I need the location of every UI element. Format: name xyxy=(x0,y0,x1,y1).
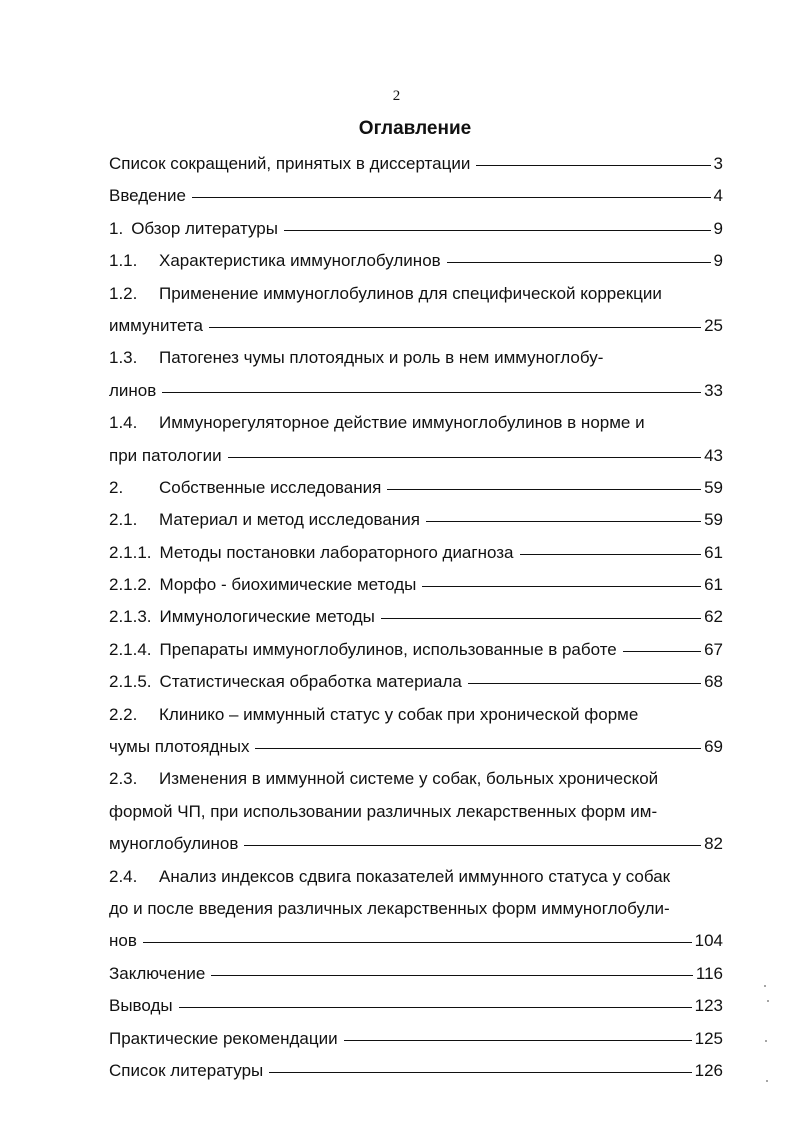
leader-line xyxy=(447,262,711,263)
toc-entry-page: 43 xyxy=(704,445,723,465)
toc-entry[interactable] xyxy=(109,601,723,633)
toc-entry-text: Методы постановки лабораторного диагноза xyxy=(159,542,514,562)
leader-line xyxy=(623,651,701,652)
toc-entry-page: 104 xyxy=(694,931,723,951)
toc-entry[interactable] xyxy=(109,634,723,666)
toc-entry[interactable] xyxy=(109,763,723,795)
toc-entry-continuation[interactable] xyxy=(109,440,723,472)
toc-entry-page: 126 xyxy=(694,1060,723,1080)
toc-entry-continuation[interactable] xyxy=(109,375,723,407)
toc-entry[interactable] xyxy=(109,861,723,893)
toc-entry[interactable] xyxy=(109,342,723,374)
toc-entry-page: 125 xyxy=(694,1028,723,1048)
leader-line xyxy=(284,230,711,231)
toc-entry-number: 2.4. xyxy=(109,866,138,886)
toc-entry-number: 2.2. xyxy=(109,704,138,724)
toc-entry-text: Морфо - биохимические методы xyxy=(159,575,417,595)
leader-line xyxy=(344,1040,692,1041)
toc-entry-page: 33 xyxy=(704,380,723,400)
toc-entry-text: Анализ индексов сдвига показателей иммунного статуса у собак xyxy=(159,866,671,886)
toc-entry-number: 2.1.5. xyxy=(109,672,152,692)
toc-entry-page: 59 xyxy=(704,477,723,497)
leader-line xyxy=(179,1007,692,1008)
page-number: 2 xyxy=(392,88,401,104)
leader-line xyxy=(244,845,701,846)
toc-entry-text: Практические рекомендации xyxy=(109,1028,338,1048)
toc-entry[interactable] xyxy=(109,1055,723,1087)
toc-entry-number: 2. xyxy=(109,477,124,497)
scan-speck xyxy=(767,1000,769,1002)
toc-entry-text: Характеристика иммуноглобулинов xyxy=(159,251,441,271)
toc-entry[interactable] xyxy=(109,180,723,212)
leader-line xyxy=(387,489,701,490)
toc-entry-text: нов xyxy=(109,931,137,951)
toc-entry[interactable] xyxy=(109,699,723,731)
toc-entry[interactable] xyxy=(109,958,723,990)
toc-entry-text: Изменения в иммунной системе у собак, больных хронической xyxy=(159,769,659,789)
toc-entry-text: линов xyxy=(109,380,157,400)
toc-entry-number: 1. xyxy=(109,218,124,238)
toc-entry-text: при патологии xyxy=(109,445,222,465)
leader-line xyxy=(228,457,701,458)
toc-entry-number: 1.4. xyxy=(109,413,138,433)
toc-entry-number: 1.2. xyxy=(109,283,138,303)
toc-entry-text: Введение xyxy=(109,186,186,206)
toc-entry-page: 82 xyxy=(704,834,723,854)
toc-entry-continuation[interactable] xyxy=(109,893,723,925)
toc-entry-number: 2.1.1. xyxy=(109,542,152,562)
toc-entry-text: до и после введения различных лекарственных форм иммуноглобули- xyxy=(109,898,670,918)
toc-entry[interactable] xyxy=(109,1023,723,1055)
toc-entry-text: Заключение xyxy=(109,963,206,983)
toc-entry[interactable] xyxy=(109,407,723,439)
toc-entry-text: Статистическая обработка материала xyxy=(159,672,462,692)
toc-entry-number: 2.3. xyxy=(109,769,138,789)
toc-entry-number: 1.1. xyxy=(109,251,138,271)
leader-line xyxy=(209,327,701,328)
leader-line xyxy=(162,392,701,393)
toc-entry-page: 9 xyxy=(713,218,723,238)
toc-entry-text: Клинико – иммунный статус у собак при хронической форме xyxy=(159,704,639,724)
toc-entry-text: Список сокращений, принятых в диссертации xyxy=(109,154,471,173)
toc-entry-page: 9 xyxy=(713,251,723,271)
toc-entry-text: Патогенез чумы плотоядных и роль в нем иммуноглобу- xyxy=(159,348,604,368)
table-of-contents xyxy=(109,148,723,1087)
toc-entry-number: 1.3. xyxy=(109,348,138,368)
toc-entry-page: 67 xyxy=(704,639,723,659)
toc-entry[interactable] xyxy=(109,504,723,536)
toc-entry-text: муноглобулинов xyxy=(109,834,239,854)
toc-entry-continuation[interactable] xyxy=(109,925,723,957)
toc-entry-text: иммунитета xyxy=(109,315,203,335)
leader-line xyxy=(381,618,701,619)
toc-entry-page: 3 xyxy=(713,154,723,173)
leader-line xyxy=(476,165,710,166)
toc-entry-text: Собственные исследования xyxy=(159,477,382,497)
toc-entry-number: 2.1.4. xyxy=(109,639,152,659)
toc-entry[interactable] xyxy=(109,472,723,504)
toc-entry-continuation[interactable] xyxy=(109,310,723,342)
toc-entry-text: Материал и метод исследования xyxy=(159,510,420,530)
toc-entry-page: 25 xyxy=(704,315,723,335)
leader-line xyxy=(269,1072,691,1073)
toc-entry-text: Применение иммуноглобулинов для специфической коррекции xyxy=(159,283,662,303)
toc-entry[interactable] xyxy=(109,990,723,1022)
toc-entry-page: 123 xyxy=(694,996,723,1016)
toc-entry-page: 61 xyxy=(704,575,723,595)
toc-entry-page: 59 xyxy=(704,510,723,530)
leader-line xyxy=(422,586,701,587)
leader-line xyxy=(426,521,701,522)
toc-entry-text: Обзор литературы xyxy=(131,218,278,238)
toc-entry-text: Препараты иммуноглобулинов, использованные в работе xyxy=(159,639,617,659)
toc-entry-number: 2.1.2. xyxy=(109,575,152,595)
toc-entry-continuation[interactable] xyxy=(109,828,723,860)
leader-line xyxy=(192,197,711,198)
toc-entry[interactable] xyxy=(109,666,723,698)
toc-entry-page: 62 xyxy=(704,607,723,627)
toc-entry-continuation[interactable] xyxy=(109,731,723,763)
toc-entry-text: формой ЧП, при использовании различных лекарственных форм им- xyxy=(109,801,658,821)
leader-line xyxy=(255,748,701,749)
toc-entry-text: Выводы xyxy=(109,996,173,1016)
toc-entry[interactable] xyxy=(109,537,723,569)
toc-entry-page: 116 xyxy=(695,963,723,983)
toc-entry-text: Список литературы xyxy=(109,1060,264,1080)
toc-entry[interactable] xyxy=(109,278,723,310)
toc-entry-continuation[interactable] xyxy=(109,796,723,828)
scan-speck xyxy=(766,1080,768,1082)
toc-entry[interactable] xyxy=(109,245,723,277)
toc-entry-number: 2.1. xyxy=(109,510,138,530)
toc-entry[interactable] xyxy=(109,148,723,180)
scan-speck xyxy=(764,985,766,987)
toc-entry[interactable] xyxy=(109,569,723,601)
toc-entry-page: 68 xyxy=(704,672,723,692)
toc-entry[interactable] xyxy=(109,213,723,245)
leader-line xyxy=(143,942,692,943)
toc-entry-page: 69 xyxy=(704,737,723,757)
toc-entry-page: 4 xyxy=(713,186,723,206)
leader-line xyxy=(468,683,701,684)
scan-speck xyxy=(765,1040,767,1042)
toc-title: Оглавление xyxy=(358,118,472,139)
toc-entry-text: Иммунорегуляторное действие иммуноглобулинов в норме и xyxy=(159,413,645,433)
leader-line xyxy=(520,554,702,555)
leader-line xyxy=(211,975,693,976)
toc-entry-page: 61 xyxy=(704,542,723,562)
toc-entry-number: 2.1.3. xyxy=(109,607,152,627)
toc-entry-text: Иммунологические методы xyxy=(159,607,375,627)
toc-entry-text: чумы плотоядных xyxy=(109,737,250,757)
